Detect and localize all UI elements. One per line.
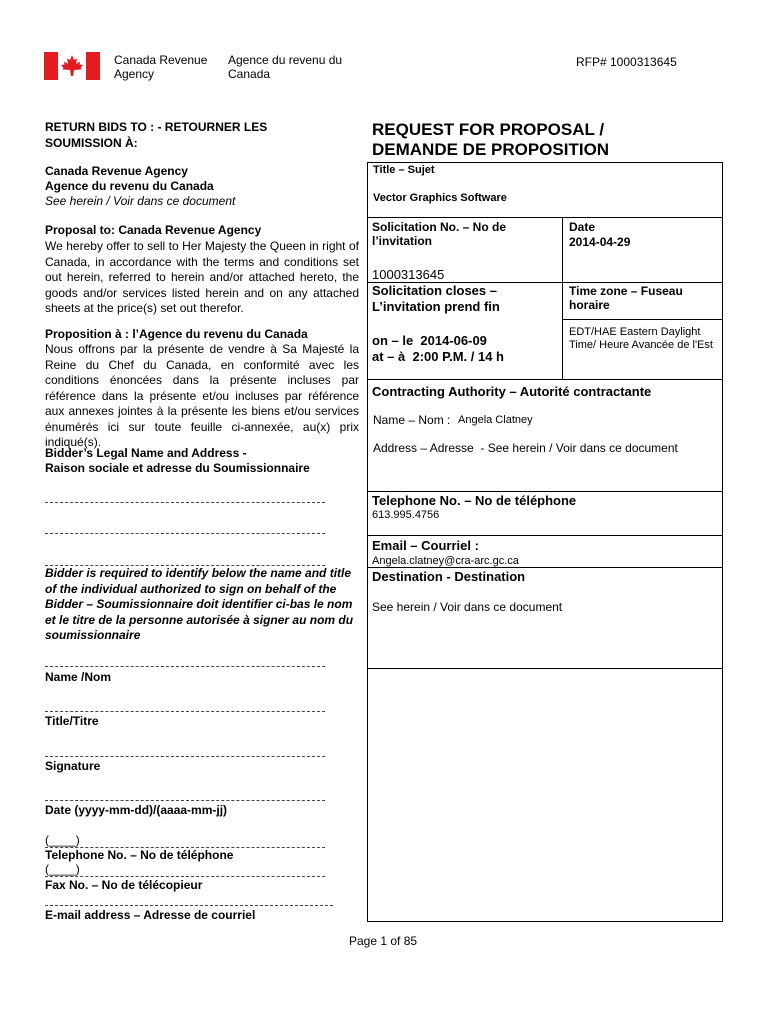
destination-label: Destination - Destination	[372, 569, 526, 584]
contact-telephone-value: 613.995.4756	[372, 509, 440, 521]
rfp-number: RFP# 1000313645	[576, 55, 677, 69]
return-address-line1: Canada Revenue Agency	[45, 164, 188, 178]
closing-time: at – à 2:00 P.M. / 14 h	[372, 349, 504, 364]
page-number: Page 1 of 85	[349, 934, 418, 948]
agency-name-en: Canada Revenue Agency	[114, 53, 208, 81]
solicitation-closes-label-line2: L’invitation prend fin	[372, 299, 500, 314]
bidder-required-note: Bidder is required to identify below the name and title of the individual authorized to sign on behalf of the Bidder – Soumissionnaire doit identifier ci-bas le nom et le titre de la personne autorisée à signer au nom du soumissionnaire	[45, 566, 354, 642]
email-label: E-mail address – Adresse de courriel	[45, 908, 256, 922]
return-address-line2: Agence du revenu du Canada	[45, 179, 214, 193]
closing-date: on – le 2014-06-09	[372, 333, 487, 348]
bidder-address-line-1[interactable]	[45, 502, 325, 503]
timezone-label: Time zone – Fuseau horaire	[569, 284, 683, 312]
solicitation-number-label: Solicitation No. – No de l’invitation	[372, 220, 507, 248]
fax-label: Fax No. – No de télécopieur	[45, 878, 203, 892]
canada-flag-logo	[44, 52, 100, 80]
return-bids-label: RETURN BIDS TO : - RETOURNER LES SOUMISSION À:	[45, 120, 268, 150]
contact-name-prefix: Name – Nom :	[373, 413, 451, 427]
name-label: Name /Nom	[45, 670, 112, 684]
destination-value: See herein / Voir dans ce document	[372, 600, 563, 614]
title-field-label: Title – Sujet	[373, 164, 435, 176]
email-field[interactable]	[45, 905, 333, 906]
signature-label: Signature	[45, 759, 101, 773]
telephone-label: Telephone No. – No de téléphone	[45, 848, 234, 862]
solicitation-number-value: 1000313645	[372, 267, 445, 282]
title-field-value: Vector Graphics Software	[373, 192, 507, 204]
contact-address: Address – Adresse - See herein / Voir dans ce document	[373, 441, 678, 455]
date-label: Date (yyyy-mm-dd)/(aaaa-mm-jj)	[45, 803, 228, 817]
timezone-value: EDT/HAE Eastern Daylight Time/ Heure Avancée de l'Est	[569, 326, 713, 351]
contact-telephone-label: Telephone No. – No de téléphone	[372, 493, 577, 508]
signature-field[interactable]	[45, 756, 325, 757]
title-field[interactable]	[45, 711, 325, 712]
bidder-name-label-line2: Raison sociale et adresse du Soumissionnaire	[45, 461, 310, 475]
proposal-en-body: We hereby offer to sell to Her Majesty the Queen in right of Canada, in accordance with the terms and conditions set out herein, referred to herein and/or attached hereto, the goods and/or services listed herein and on any attached sheets at the price(s) set out therefor.	[45, 239, 359, 315]
date-field-label: Date	[569, 220, 596, 234]
bidder-name-label-line1: Bidder’s Legal Name and Address -	[45, 446, 247, 460]
document-heading-line1: REQUEST FOR PROPOSAL /	[372, 120, 605, 139]
proposal-en-title: Proposal to: Canada Revenue Agency	[45, 223, 262, 237]
proposal-fr-body: Nous offrons par la présente de vendre à Sa Majesté la Reine du Chef du Canada, en conformité avec les conditions énoncées dans la présente incluses par référence dans la présente et/ou incluses par référence aux annexes jointes à la présente les biens et/ou services énumérés ici sur toute feuille ci-annexée, au(x) prix indiqué(s).	[45, 342, 359, 449]
contracting-authority-label: Contracting Authority – Autorité contractante	[372, 384, 652, 399]
proposal-fr-title: Proposition à : l’Agence du revenu du Canada	[45, 327, 308, 341]
document-heading-line2: DEMANDE DE PROPOSITION	[372, 140, 610, 159]
date-field[interactable]	[45, 800, 325, 801]
contact-email-label: Email – Courriel :	[372, 538, 479, 553]
date-field-value: 2014-04-29	[569, 235, 631, 249]
name-field[interactable]	[45, 666, 325, 667]
solicitation-closes-label-line1: Solicitation closes –	[372, 283, 497, 298]
fax-area-code[interactable]: (____)	[45, 862, 80, 876]
contact-name-value: Angela Clatney	[458, 414, 533, 426]
fax-field[interactable]	[45, 876, 325, 877]
telephone-area-code[interactable]: (____)	[45, 833, 80, 847]
contact-email-value[interactable]: Angela.clatney@cra-arc.gc.ca	[372, 555, 519, 567]
bidder-address-line-2[interactable]	[45, 533, 325, 534]
title-label: Title/Titre	[45, 714, 99, 728]
agency-name-fr: Agence du revenu du Canada	[228, 53, 343, 81]
return-address-line3: See herein / Voir dans ce document	[45, 194, 236, 208]
